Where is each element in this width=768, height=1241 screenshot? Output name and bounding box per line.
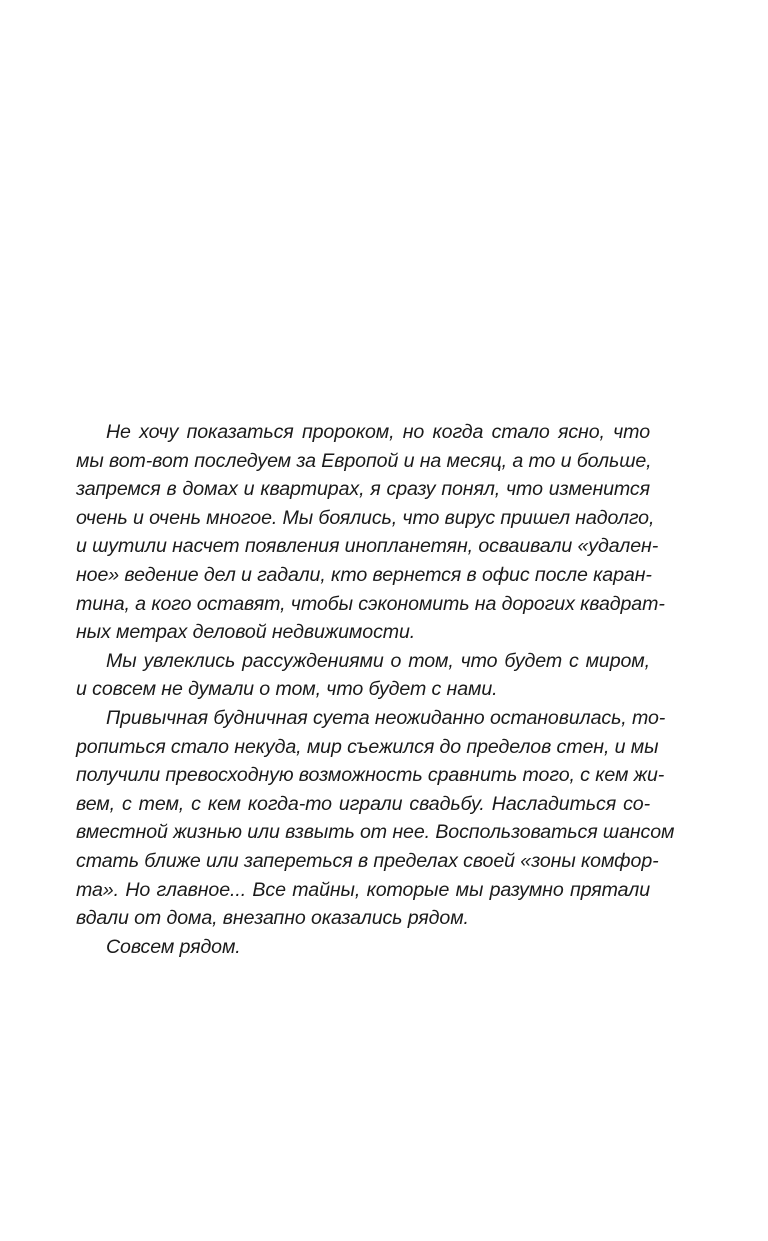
text-line: мы вот-вот последуем за Европой и на месяц, а то и больше, [76, 449, 652, 472]
text-line: Совсем рядом. [106, 935, 241, 958]
text-line: вдали от дома, внезапно оказались рядом. [76, 907, 469, 930]
text-line: та». Но главное... Все тайны, которые мы разумно прятали [76, 878, 650, 901]
text-line: вместной жизнью или взвыть от нее. Воспользоваться шансом [76, 821, 675, 844]
text-line: вем, с тем, с кем когда-то играли свадьбу. Насладиться со- [76, 792, 650, 815]
text-line: Мы увлеклись рассуждениями о том, что будет с миром, [106, 649, 650, 672]
text-line: и совсем не думали о том, что будет с нами. [76, 678, 498, 701]
text-line: ных метрах деловой недвижимости. [76, 621, 416, 644]
text-line: запремся в домах и квартирах, я сразу понял, что изменится [76, 478, 650, 501]
body-text [76, 418, 675, 961]
text-line: тина, а кого оставят, чтобы сэкономить на дорогих квадрат- [76, 592, 665, 615]
text-line: очень и очень многое. Мы боялись, что вирус пришел надолго, [76, 506, 655, 529]
text-line: ропиться стало некуда, мир съежился до пределов стен, и мы [76, 735, 659, 758]
text-line: и шутили насчет появления инопланетян, осваивали «удален- [76, 535, 659, 558]
text-line: Не хочу показаться пророком, но когда стало ясно, что [106, 421, 650, 443]
text-line: стать ближе или запереться в пределах своей «зоны комфор- [76, 849, 659, 872]
text-line: Привычная будничная суета неожиданно остановилась, то- [106, 706, 666, 729]
text-line: ное» ведение дел и гадали, кто вернется в офис после каран- [76, 563, 652, 586]
text-line: получили превосходную возможность сравнить того, с кем жи- [76, 764, 665, 787]
